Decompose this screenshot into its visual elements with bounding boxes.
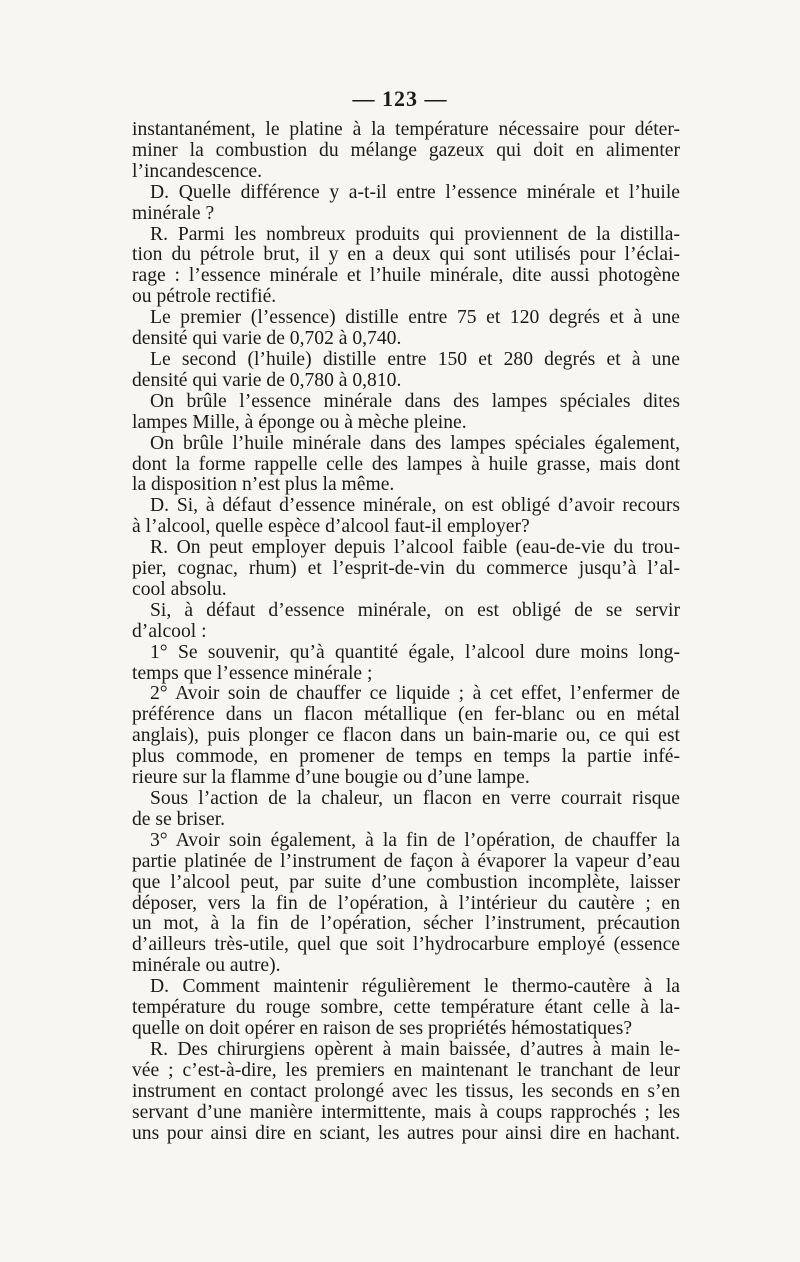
page-number: — 123 — (352, 86, 448, 111)
text-line: anglais), puis plonger ce flacon dans un bain-marie ou, ce qui est (132, 725, 680, 747)
text-line: déposer, vers la fin de l’opération, à l’intérieur du cautère ; en (132, 892, 680, 914)
text-line: 1° Se souvenir, qu’à quantité égale, l’alcool dure moins long- (150, 641, 680, 663)
body-text (132, 120, 680, 1144)
text-line: un mot, à la fin de l’opération, sécher l’instrument, précaution (132, 913, 680, 935)
text-line: d’alcool : (132, 620, 207, 642)
text-line: rage : l’essence minérale et l’huile minérale, dite aussi photogène (132, 265, 680, 287)
text-line: d’ailleurs très-utile, quel que soit l’hydrocarbure employé (essence (132, 934, 680, 956)
text-line: D. Si, à défaut d’essence minérale, on est obligé d’avoir recours (150, 495, 680, 517)
text-line: uns pour ainsi dire en sciant, les autres pour ainsi dire en hachant. (132, 1122, 680, 1144)
text-line: instantanément, le platine à la température nécessaire pour déter- (132, 119, 680, 140)
text-line: plus commode, en promener de temps en temps la partie infé- (132, 746, 680, 768)
text-line: On brûle l’huile minérale dans des lampes spéciales également, (150, 432, 680, 454)
text-line: 2° Avoir soin de chauffer ce liquide ; à cet effet, l’enfermer de (150, 683, 680, 705)
text-line: temps que l’essence minérale ; (132, 662, 373, 684)
text-line: minérale ? (132, 202, 215, 224)
text-line: lampes Mille, à éponge ou à mèche pleine. (132, 411, 467, 433)
text-line: de se briser. (132, 808, 226, 830)
text-line: ou pétrole rectifié. (132, 286, 277, 308)
text-line: la disposition n’est plus la même. (132, 474, 395, 496)
text-line: D. Quelle différence y a-t-il entre l’essence minérale et l’huile (150, 181, 680, 203)
text-line: à l’alcool, quelle espèce d’alcool faut-il employer? (132, 516, 530, 538)
text-line: instrument en contact prolongé avec les tissus, les seconds en s’en (132, 1080, 680, 1102)
text-line: Si, à défaut d’essence minérale, on est obligé de se servir (150, 599, 680, 621)
text-line: minérale ou autre). (132, 955, 281, 977)
text-line: On brûle l’essence minérale dans des lampes spéciales dites (150, 390, 680, 412)
text-line: miner la combustion du mélange gazeux qui doit en alimenter (132, 139, 680, 161)
text-line: R. Des chirurgiens opèrent à main baissée, d’autres à main le- (150, 1038, 680, 1060)
text-line: vée ; c’est-à-dire, les premiers en maintenant le tranchant de leur (132, 1059, 680, 1081)
text-line: Sous l’action de la chaleur, un flacon en verre courrait risque (150, 788, 680, 809)
text-line: densité qui varie de 0,702 à 0,740. (132, 328, 402, 350)
text-line: R. Parmi les nombreux produits qui proviennent de la distilla- (150, 223, 680, 245)
text-line: cool absolu. (132, 578, 227, 600)
text-line: dont la forme rappelle celle des lampes à huile grasse, mais dont (132, 453, 680, 475)
text-line: Le premier (l’essence) distille entre 75 et 120 degrés et à une (150, 307, 680, 329)
text-line: tion du pétrole brut, il y en a deux qui sont utilisés pour l’éclai- (132, 244, 680, 266)
text-line: servant d’une manière intermittente, mais à coups rapprochés ; les (132, 1101, 680, 1123)
text-line: rieure sur la flamme d’une bougie ou d’une lampe. (132, 767, 530, 789)
text-line: D. Comment maintenir régulièrement le thermo-cautère à la (150, 976, 680, 998)
text-line: densité qui varie de 0,780 à 0,810. (132, 369, 402, 391)
text-line: 3° Avoir soin également, à la fin de l’opération, de chauffer la (150, 829, 680, 851)
text-line: R. On peut employer depuis l’alcool faible (eau-de-vie du trou- (150, 537, 680, 559)
text-line: l’incandescence. (132, 160, 262, 182)
text-line: préférence dans un flacon métallique (en fer-blanc ou en métal (132, 704, 680, 726)
text-line: quelle on doit opérer en raison de ses propriétés hémostatiques? (132, 1017, 633, 1039)
text-line: Le second (l’huile) distille entre 150 et 280 degrés et à une (150, 348, 680, 370)
text-line: pier, cognac, rhum) et l’esprit-de-vin du commerce jusqu’à l’al- (132, 558, 680, 580)
text-line: partie platinée de l’instrument de façon à évaporer la vapeur d’eau (132, 850, 680, 872)
text-line: que l’alcool peut, par suite d’une combustion incomplète, laisser (132, 871, 680, 893)
text-line: température du rouge sombre, cette température étant celle à la- (132, 997, 680, 1019)
